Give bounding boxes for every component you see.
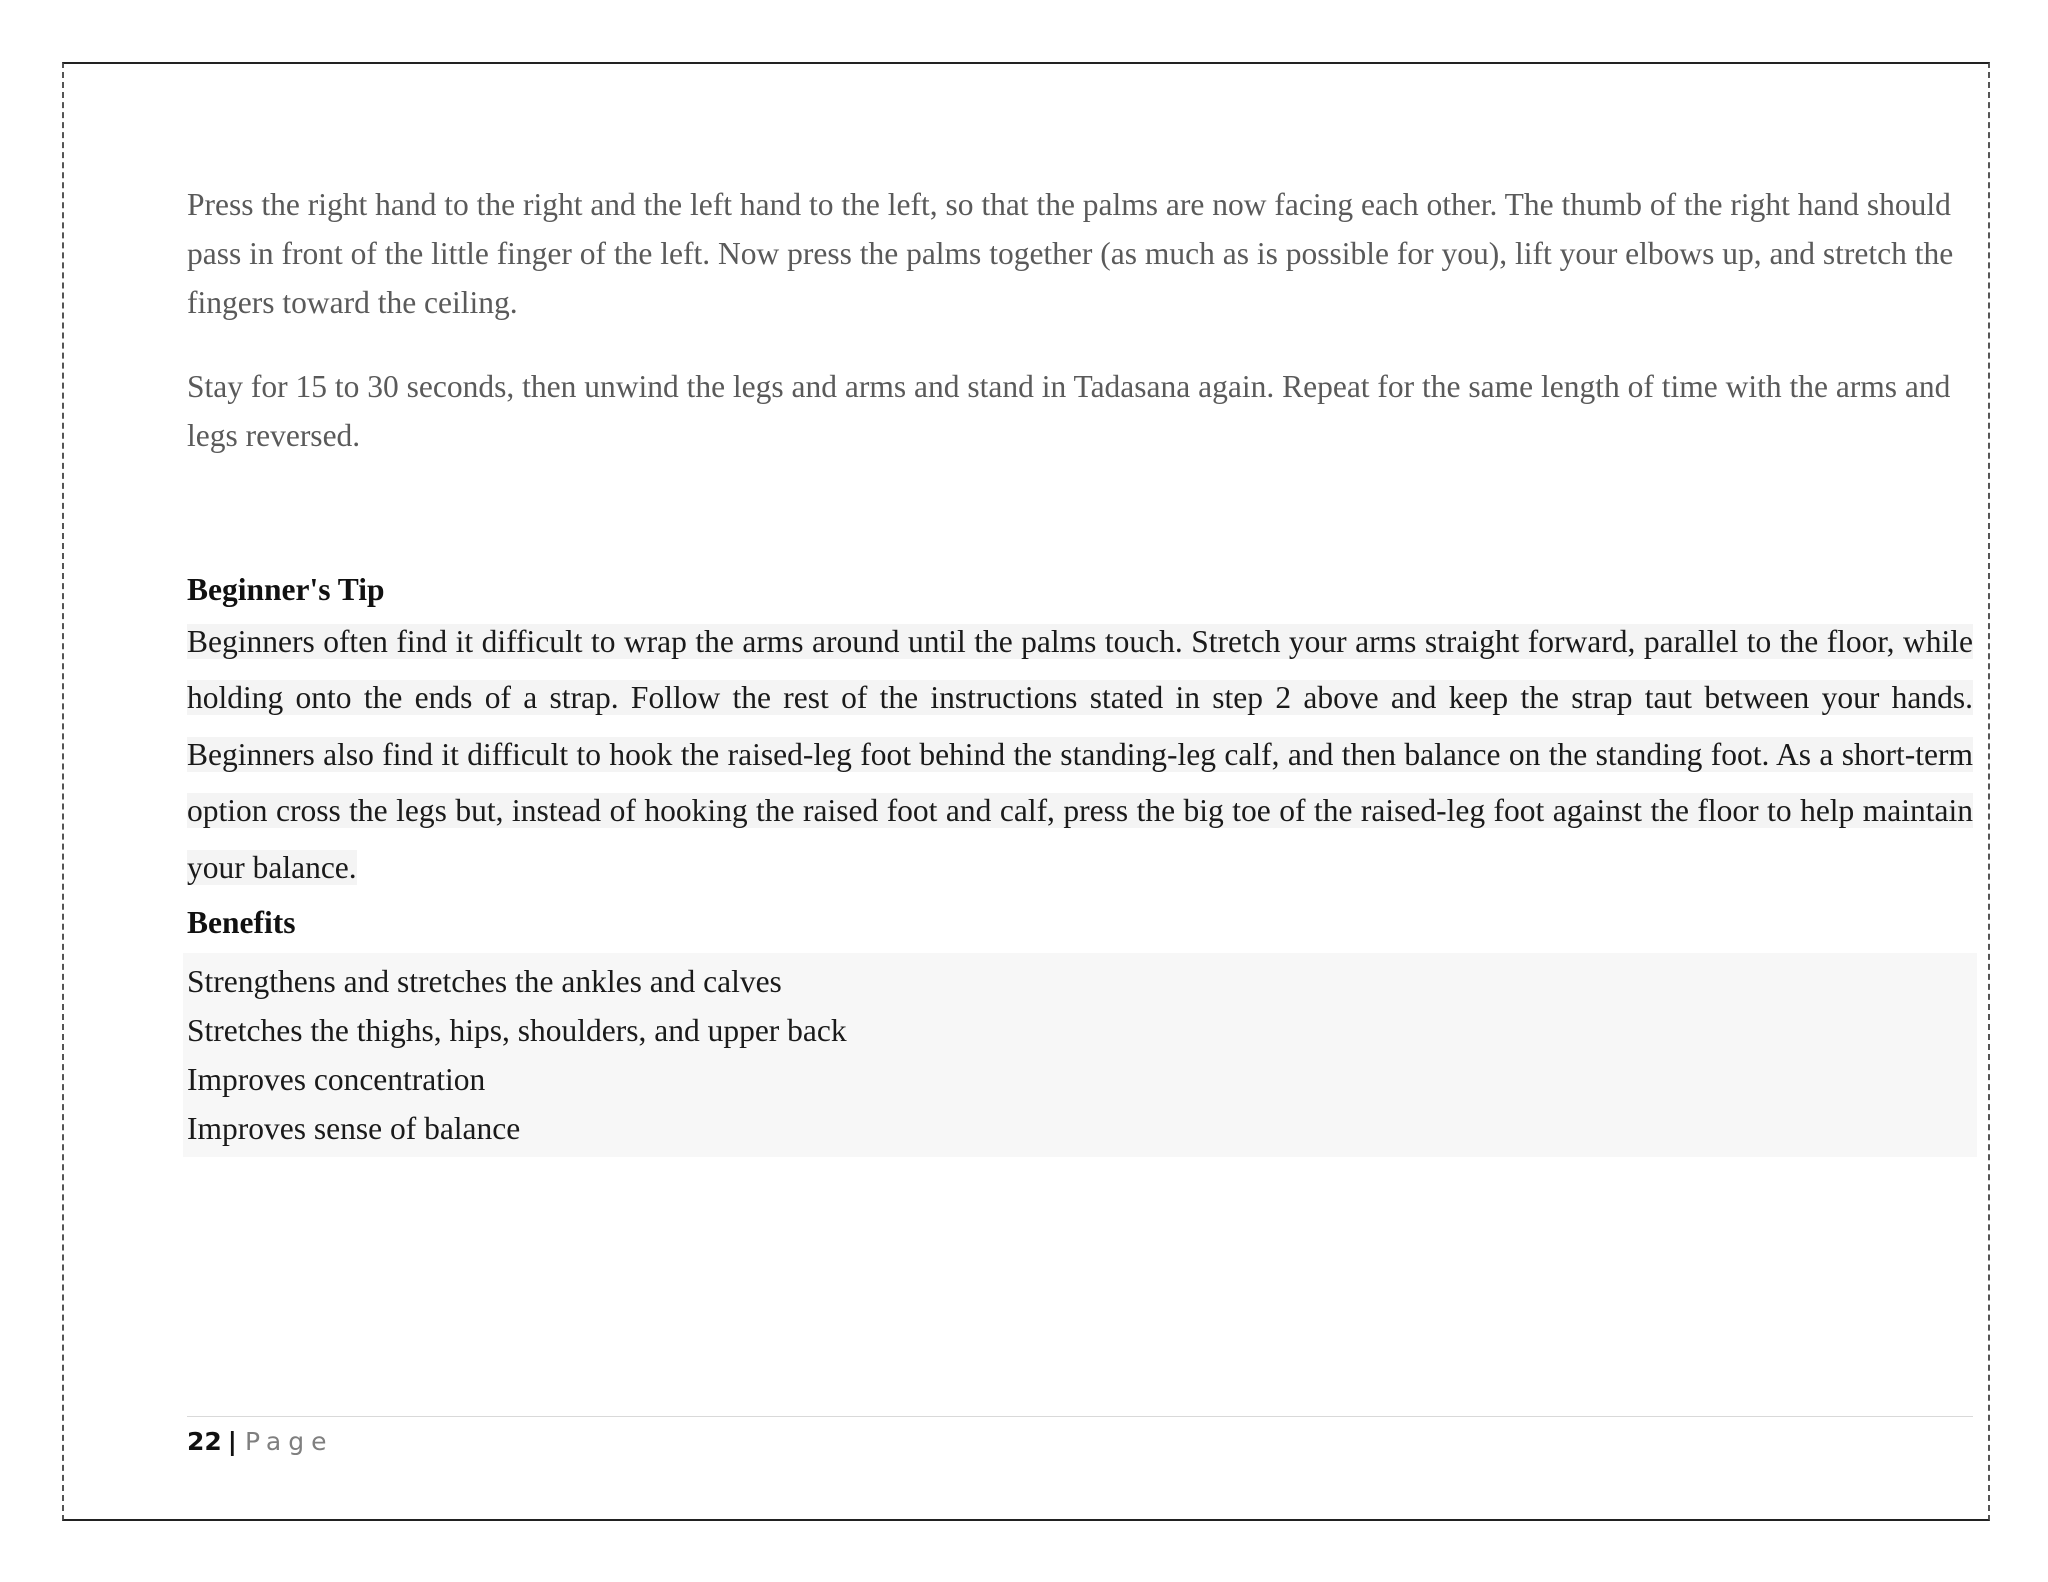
- body-paragraph-2: Stay for 15 to 30 seconds, then unwind the legs and arms and stand in Tadasana again. Repeat for the same length of time with the arms and legs reversed.: [187, 369, 1951, 453]
- page-label: Page: [244, 1427, 334, 1456]
- benefit-item: Strengthens and stretches the ankles and calves: [187, 964, 782, 1000]
- benefit-item: Improves concentration: [187, 1062, 486, 1098]
- benefit-item: Improves sense of balance: [187, 1111, 521, 1147]
- page-footer: [187, 1416, 1973, 1459]
- body-paragraph-1: Press the right hand to the right and the left hand to the left, so that the palms are now facing each other. The thumb of the right hand should pass in front of the little finger of the left. Now press the palms together (as much as is possible for you), lift your elbows up, and stretch the fingers toward the ceiling.: [187, 187, 1954, 320]
- page-number: 22: [187, 1427, 222, 1456]
- section-spacer: [187, 460, 1973, 565]
- beginners-tip-highlight: Beginners often find it difficult to wrap the arms around until the palms touch. Stretch your arms straight forward, parallel to the floor, while holding onto the ends of a strap. Follow the rest of the instructions stated in step 2 above and keep the strap taut between your hands. Beginners also find it difficult to hook the raised-leg foot behind the standing-leg calf, and then balance on the standing foot. As a short-term option cross the legs but, instead of hooking the raised foot and calf, press the big toe of the raised-leg foot against the floor to help maintain your balance.: [187, 624, 1973, 885]
- footer-separator: |: [227, 1427, 237, 1456]
- beginners-tip-text: [187, 614, 1973, 896]
- benefits-heading: Benefits: [187, 905, 296, 941]
- page-content: [187, 180, 1973, 1157]
- beginners-tip-heading: Beginner's Tip: [187, 572, 385, 607]
- benefits-list: [183, 953, 1977, 1157]
- benefit-item: Stretches the thighs, hips, shoulders, and upper back: [187, 1013, 847, 1049]
